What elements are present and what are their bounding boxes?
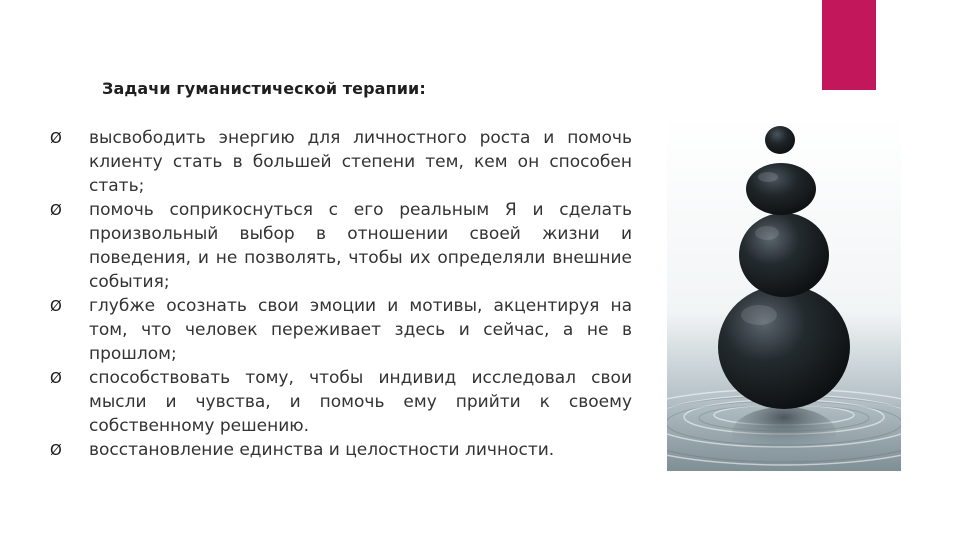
arrow-bullet-icon: Ø bbox=[50, 201, 62, 219]
arrow-bullet-icon: Ø bbox=[50, 129, 62, 147]
list-item-text: восстановление единства и целостности личности. bbox=[89, 440, 555, 460]
accent-bar bbox=[822, 0, 876, 90]
arrow-bullet-icon: Ø bbox=[50, 369, 62, 387]
list-item-text: глубже осознать свои эмоции и мотивы, акцентируя на том, что человек переживает здесь и сейчас, а не в прошлом; bbox=[89, 296, 632, 364]
bullet-list bbox=[50, 126, 632, 462]
stacked-stones-image bbox=[667, 115, 901, 471]
list-item bbox=[50, 438, 632, 462]
list-item bbox=[50, 198, 632, 294]
list-item bbox=[50, 126, 632, 198]
list-item-text: высвободить энергию для личностного роста и помочь клиенту стать в большей степени тем, кем он способен стать; bbox=[89, 128, 632, 196]
list-item-text: помочь соприкоснуться с его реальным Я и сделать произвольный выбор в отношении своей жизни и поведения, и не позволять, чтобы их определяли внешние события; bbox=[89, 200, 632, 292]
list-item bbox=[50, 366, 632, 438]
list-item bbox=[50, 294, 632, 366]
list-item-text: способствовать тому, чтобы индивид исследовал свои мысли и чувства, и помочь ему прийти к своему собственному решению. bbox=[89, 368, 632, 436]
arrow-bullet-icon: Ø bbox=[50, 297, 62, 315]
arrow-bullet-icon: Ø bbox=[50, 441, 62, 459]
slide-title: Задачи гуманистической терапии: bbox=[102, 79, 426, 98]
